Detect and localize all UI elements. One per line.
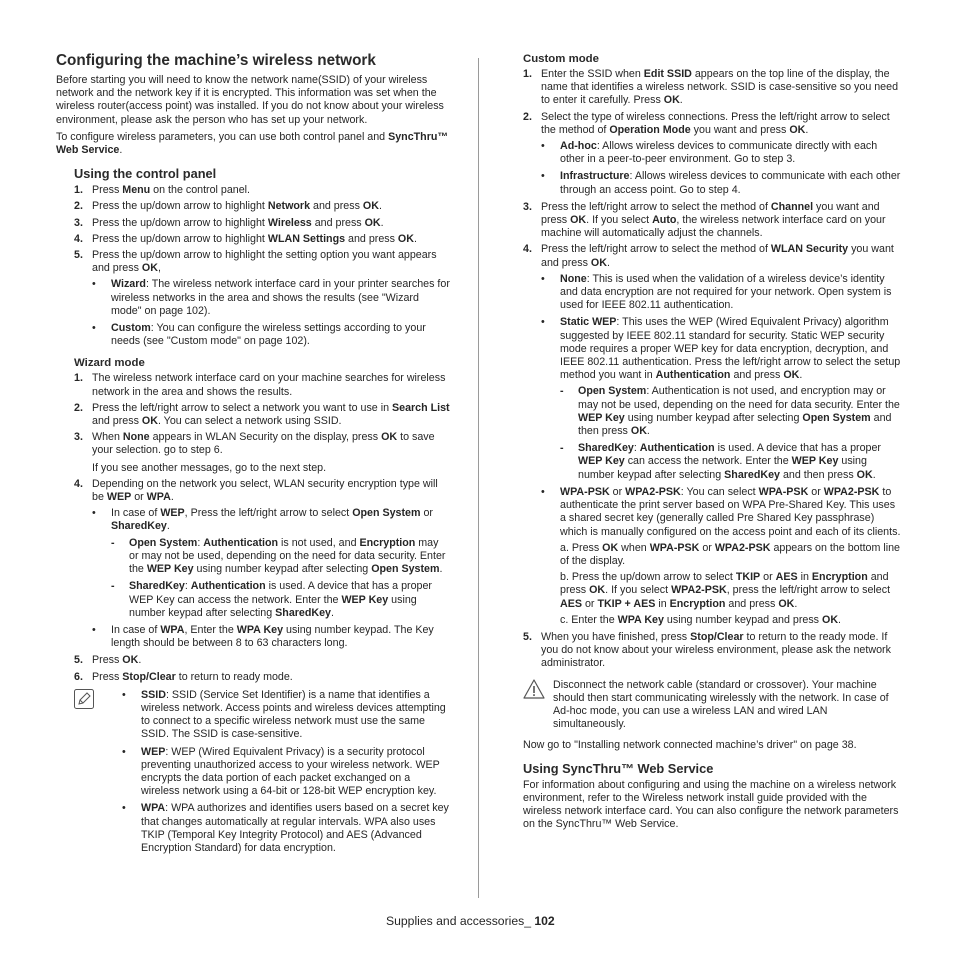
list-item: - SharedKey: Authentication is used. A device that has a proper WEP Key can access the network. Enter the WEP Key using number keypad after selecting SharedKey. xyxy=(111,580,432,619)
list-item: 5. Press the up/down arrow to highlight the setting option you want appears and press OK, • Wizard: The wireless network interface card in your printer searches for wireless networks in the area and shows the results (see "Wizard mode" on page 102). • Custom: You can configure the wireless settings according to your needs (see "Custom mode" on page 102). xyxy=(74,249,450,348)
control-panel-heading: Using the control panel xyxy=(74,166,217,182)
operation-mode-options xyxy=(541,140,901,197)
page-number: 102 xyxy=(534,914,555,928)
step-note: If you see another messages, go to the next step. xyxy=(92,461,327,474)
next-step-text: Now go to "Installing network connected machine’s driver" on page 38. xyxy=(523,739,857,752)
wep-options xyxy=(111,537,450,620)
syncthru-text: For information about configuring and using the machine on a wireless network environment, refer to the Wireless network install guide provided with the wireless network interface card. You can also configure the network parameters on the SyncThru™ Web Service. xyxy=(523,778,899,831)
section-title: Configuring the machine’s wireless network xyxy=(56,52,376,69)
syncthru-heading: Using SyncThru™ Web Service xyxy=(523,760,714,776)
static-wep-options xyxy=(560,385,901,481)
list-item: 4. Press the up/down arrow to highlight WLAN Settings and press OK. xyxy=(74,232,417,245)
wpa-substep-c: c. Enter the WPA Key using number keypad and press OK. xyxy=(560,613,842,626)
list-item: • In case of WEP, Press the left/right arrow to select Open System or SharedKey. - Open System: Authentication is not used, and Encryption may or may not be used, depending on the need for data security. Enter the WEP Key using number keypad after selecting Open System. - SharedKey: Authentication is used. A device that has a proper WEP Key can access the network. Enter the WEP Key using number keypad after selecting SharedKey. xyxy=(92,507,450,620)
control-panel-steps xyxy=(56,184,450,348)
intro-paragraph-2: To configure wireless parameters, you can use both control panel and SyncThru™ Web Service. xyxy=(56,130,449,157)
intro-paragraph: Before starting you will need to know the network name(SSID) of your wireless network and the network key if it is encrypted. This information was set when the wireless router(access point) was installed. If you do not know about your wireless environment, please ask the person who has set up your network. xyxy=(56,74,444,126)
list-item: 2. Select the type of wireless connections. Press the left/right arrow to select the method of Operation Mode you want and press OK. • Ad-hoc: Allows wireless devices to communicate directly with each other in a peer-to-peer environment. Go to step 3. • Infrastructure: Allows wireless devices to communicate with each other through an access point. Go to step 4. xyxy=(523,110,901,196)
list-item: - SharedKey: Authentication is used. A device that has a proper WEP Key can access the network. Enter the WEP Key using number keypad after selecting SharedKey and then press OK. xyxy=(560,442,881,481)
list-item: 3. Press the up/down arrow to highlight Wireless and press OK. xyxy=(74,216,384,229)
list-item: 4. Depending on the network you select, WLAN security encryption type will be WEP or WPA. • In case of WEP, Press the left/right arrow to select Open System or SharedKey. - Open System: Authentication is not used, and Encryption may or may not be used, depending on the need for data security. Enter the WEP Key using number keypad after selecting Open System. - SharedKey: Authentication is used. A device that has a proper WEP Key can access the network. Enter the WEP Key using number keypad after selecting SharedKey. • In case of WPA, Enter the WPA Key using number keypad. The Key length should be between 8 to 63 characters long. xyxy=(56,478,450,650)
list-item: 3. When None appears in WLAN Security on the display, press OK to save your selection. go to step 6. If you see another messages, go to the next step. xyxy=(56,431,450,475)
custom-steps xyxy=(523,68,901,671)
list-item: • Custom: You can configure the wireless settings according to your needs (see "Custom mode" on page 102). xyxy=(92,322,426,348)
caution-text: Disconnect the network cable (standard or crossover). Your machine should then start communicating wirelessly with the network. In case of Ad-hoc mode, you can use a wireless LAN and wired LAN simultaneously. xyxy=(553,678,889,731)
list-item: - Open System: Authentication is not used, and Encryption may or may not be used, depending on the need for data security. Enter the WEP Key using number keypad after selecting Open System. xyxy=(111,536,446,576)
list-item: 2. Press the left/right arrow to select a network you want to use in Search List and press OK. You can select a network using SSID. xyxy=(74,401,450,428)
list-item: • Infrastructure: Allows wireless devices to communicate with each other through an access point. Go to step 4. xyxy=(541,170,901,196)
wpa-substep-b: b. Press the up/down arrow to select TKIP or AES in Encryption and press OK. If you select WPA2-PSK, press the left/right arrow to select AES or TKIP + AES in Encryption and press OK. xyxy=(560,571,891,610)
list-item: 2. Press the up/down arrow to highlight Network and press OK. xyxy=(74,200,382,213)
list-item: • None: This is used when the validation of a wireless device’s identity and data encryption are not required for your network. Open system is used for IEEE 802.11 authentication. xyxy=(541,272,892,312)
list-item: 1. Enter the SSID when Edit SSID appears on the top line of the display, the name that identifies a wireless network. SSID is case-sensitive so you need to enter it carefully. Press OK. xyxy=(523,68,899,107)
mode-options xyxy=(92,278,450,348)
list-item: 6. Press Stop/Clear to return to ready mode. xyxy=(74,670,293,683)
page-footer: Supplies and accessories_ 102 xyxy=(386,914,555,928)
list-item: • SSID: SSID (Service Set Identifier) is a name that identifies a wireless network. Access points and wireless devices attempting to connect to a specific wireless network must use the same SSID. The SSID is case-sensitive. xyxy=(122,688,446,741)
left-column xyxy=(56,52,450,859)
list-item: 1. The wireless network interface card on your machine searches for wireless network in the area and shows the results. xyxy=(74,372,446,398)
custom-mode-heading: Custom mode xyxy=(523,53,599,65)
list-item: - Open System: Authentication is not used, and encryption may or may not be used, depending on the need for data security. Enter the WEP Key using number keypad after selecting Open System and then press OK. xyxy=(560,385,900,438)
caution-box xyxy=(523,679,901,732)
column-divider xyxy=(478,58,479,898)
list-item: • WPA-PSK or WPA2-PSK: You can select WPA-PSK or WPA2-PSK to authenticate the print server based on WPA Pre-Shared Key. This uses a shared secret key (generally called Pre Shared Key passphrase) which is manually configured on the access point and each of its clients. a. Press OK when WPA-PSK or WPA2-PSK appears on the bottom line of the display. b. Press the up/down arrow to select TKIP or AES in Encryption and press OK. If you select WPA2-PSK, press the left/right arrow to select AES or TKIP + AES in Encryption and press OK. c. Enter the WPA Key using number keypad and press OK. xyxy=(541,485,901,626)
list-item: • Ad-hoc: Allows wireless devices to communicate directly with each other in a peer-to-peer environment. Go to step 3. xyxy=(541,140,878,166)
warning-triangle-icon xyxy=(523,679,545,699)
encryption-options xyxy=(92,507,450,650)
wizard-steps xyxy=(56,372,450,683)
wizard-mode-heading: Wizard mode xyxy=(74,357,145,370)
right-column xyxy=(523,52,901,835)
list-item: • Wizard: The wireless network interface card in your printer searches for wireless networks in the area and shows the results (see "Wizard mode" on page 102). xyxy=(92,278,450,317)
list-item: • WPA: WPA authorizes and identifies users based on a secret key that changes automatically at regular intervals. WPA also uses TKIP (Temporal Key Integrity Protocol) and AES (Advanced Encryption Standard) for data encryption. xyxy=(122,802,449,854)
wpa-substep-a: a. Press OK when WPA-PSK or WPA2-PSK appears on the bottom line of the display. xyxy=(560,541,900,567)
list-item: 3. Press the left/right arrow to select the method of Channel you want and press OK. If you select Auto, the wireless network interface card on your machine will automatically adjust the channels. xyxy=(523,200,886,240)
note-pencil-icon xyxy=(74,689,94,709)
list-item: 1. Press Menu on the control panel. xyxy=(74,184,251,197)
list-item: 5. Press OK. xyxy=(74,654,142,667)
security-options xyxy=(541,273,901,627)
list-item: • In case of WPA, Enter the WPA Key using number keypad. The Key length should be between 8 to 63 characters long. xyxy=(92,623,434,650)
list-item: 5. When you have finished, press Stop/Clear to return to the ready mode. If you do not know about your wireless environment, please ask the network administrator. xyxy=(523,630,891,670)
list-item: • Static WEP: This uses the WEP (Wired Equivalent Privacy) algorithm suggested by IEEE 802.11 standard for security. Static WEP security mode requires a proper WEP key for data encryption, decryption, and IEEE 802.11 authentication. Press the left/right arrow to select the setup method you want in Authentication and press OK. - Open System: Authentication is not used, and encryption may or may not be used, depending on the need for data security. Enter the WEP Key using number keypad after selecting Open System and then press OK. - SharedKey: Authentication is used. A device that has a proper WEP Key can access the network. Enter the WEP Key using number keypad after selecting SharedKey and then press OK. xyxy=(541,316,901,481)
list-item: • WEP: WEP (Wired Equivalent Privacy) is a security protocol preventing unauthorized access to your wireless network. WEP encrypts the data portion of each packet exchanged on a wireless network using a 64-bit or 128-bit WEP encryption key. xyxy=(122,745,440,798)
note-box xyxy=(56,689,450,855)
list-item: 4. Press the left/right arrow to select the method of WLAN Security you want and press OK. • None: This is used when the validation of a wireless device’s identity and data encryption are not required for your network. Open system is used for IEEE 802.11 authentication. • Static WEP: This uses the WEP (Wired Equivalent Privacy) algorithm suggested by IEEE 802.11 standard for security. Static WEP security mode requires a proper WEP key for data encryption, decryption, and IEEE 802.11 authentication. Press the left/right arrow to select the setup method you want in Authentication and press OK. - Open System: Authentication is not used, and encryption may or may not be used, depending on the need for data security. Enter the WEP Key using number keypad after selecting Open System and then press OK. - SharedKey: Authentication is used. A device that has a proper WEP Key can access the network. Enter the WEP Key using number keypad after selecting SharedKey and then press OK. • WPA-PSK or WPA2-PSK: You can select WPA-PSK or WPA2-PSK to authenticate the print server based on WPA Pre-Shared Key. This uses a shared secret key (generally called Pre Shared Key passphrase) which is manually configured on the access point and each of its clients. a. Press OK when WPA-PSK or WPA2-PSK appears on the bottom line of the display. b. Press the up/down arrow to select TKIP or AES in Encryption and press OK. If you select WPA2-PSK, press the left/right arrow to select AES or TKIP + AES in Encryption and press OK. c. Enter the WPA Key using number keypad and press OK. xyxy=(523,243,901,626)
note-list xyxy=(122,689,450,855)
